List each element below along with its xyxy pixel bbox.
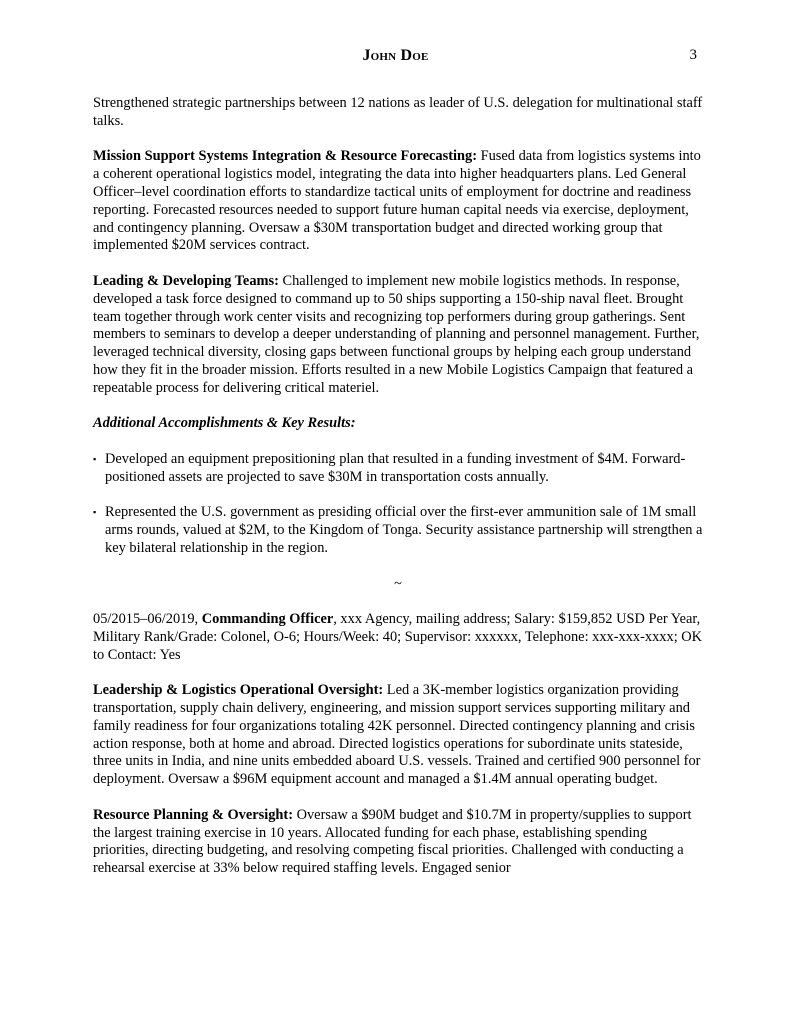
page-number: 3 — [689, 47, 697, 63]
list-item-text: Developed an equipment prepositioning plan that resulted in a funding investment of $4M. Forward-positioned assets are projected to save $30M in transportation costs annually. — [105, 450, 686, 485]
job-dates: 05/2015–06/2019, — [93, 611, 202, 628]
resource-planning-text: Oversaw a $90M budget and $10.7M in property/supplies to support the largest training exercise in 10 years. Allocated funding for each phase, establishing spending priorities, directing budgeting, and resolving competing fiscal priorities. Challenged with conducting a rehearsal exercise at 33% below required staffing levels. Engaged senior — [93, 806, 692, 877]
bullet-icon: ▪ — [93, 453, 97, 464]
mission-support-heading: Mission Support Systems Integration & Resource Forecasting: — [93, 148, 478, 165]
accomplishments-list — [93, 451, 703, 558]
job-header — [93, 611, 703, 664]
mission-support-text: Fused data from logistics systems into a coherent operational logistics model, integrating the data into higher headquarters plans. Led General Officer–level coordination efforts to standardize tactical units of employment for doctrine and readiness reporting. Forecasted resources needed to support future human capital needs via exercise, deployment, and contingency planning. Oversaw a $30M transportation budget and directed working group that implemented $20M services contract. — [93, 148, 701, 254]
job-title: Commanding Officer — [201, 611, 334, 628]
leading-teams-paragraph — [93, 273, 703, 398]
resource-planning-heading: Resource Planning & Oversight: — [93, 806, 293, 823]
header-name: John Doe — [362, 47, 429, 64]
list-item — [93, 504, 703, 557]
job-details: , xxx Agency, mailing address; Salary: $159,852 USD Per Year, Military Rank/Grade: Colonel, O-6; Hours/Week: 40; Supervisor: xxxxxx, Telephone: xxx-xxx-xxxx; OK to Contact: Yes — [93, 611, 703, 663]
resource-planning-paragraph — [93, 807, 703, 878]
intro-paragraph: Strengthened strategic partnerships between 12 nations as leader of U.S. delegation for multinational staff talks. — [93, 95, 703, 129]
document-body — [93, 95, 703, 896]
bullet-icon: ▪ — [93, 507, 97, 518]
leadership-paragraph — [93, 682, 703, 789]
leading-teams-text: Challenged to implement new mobile logistics methods. In response, developed a task force designed to command up to 50 ships supporting a 150-ship naval fleet. Brought team together through work center visits and recognizing top performers during group gatherings. Sent members to seminars to develop a deeper understanding of planning and personnel management. Further, leveraged technical diversity, closing gaps between functional groups by helping each group understand how they fit in the broader mission. Efforts resulted in a new Mobile Logistics Campaign that featured a repeatable process for delivering critical materiel. — [93, 272, 700, 396]
list-item — [93, 451, 703, 487]
page-header — [0, 47, 791, 67]
leading-teams-heading: Leading & Developing Teams: — [93, 272, 279, 289]
leadership-text: Led a 3K-member logistics organization providing transportation, supply chain delivery, engineering, and mission support services supporting military and family readiness for four organizations totaling 42K personnel. Directed contingency planning and crisis action response, both at home and abroad. Directed logistics operations for subordinate units stateside, three units in India, and nine units embedded aboard U.S. vessels. Trained and certified 900 personnel for deployment. Oversaw a $96M equipment account and managed a $1.4M annual operating budget. — [93, 682, 701, 788]
mission-support-paragraph — [93, 148, 703, 255]
section-divider: ~ — [394, 575, 402, 592]
list-item-text: Represented the U.S. government as presiding official over the first-ever ammunition sale of 1M small arms rounds, valued at $2M, to the Kingdom of Tonga. Security assistance partnership will strengthen a key bilateral relationship in the region. — [105, 504, 703, 556]
accomplishments-heading: Additional Accomplishments & Key Results: — [93, 415, 356, 432]
leadership-heading: Leadership & Logistics Operational Oversight: — [93, 682, 384, 699]
